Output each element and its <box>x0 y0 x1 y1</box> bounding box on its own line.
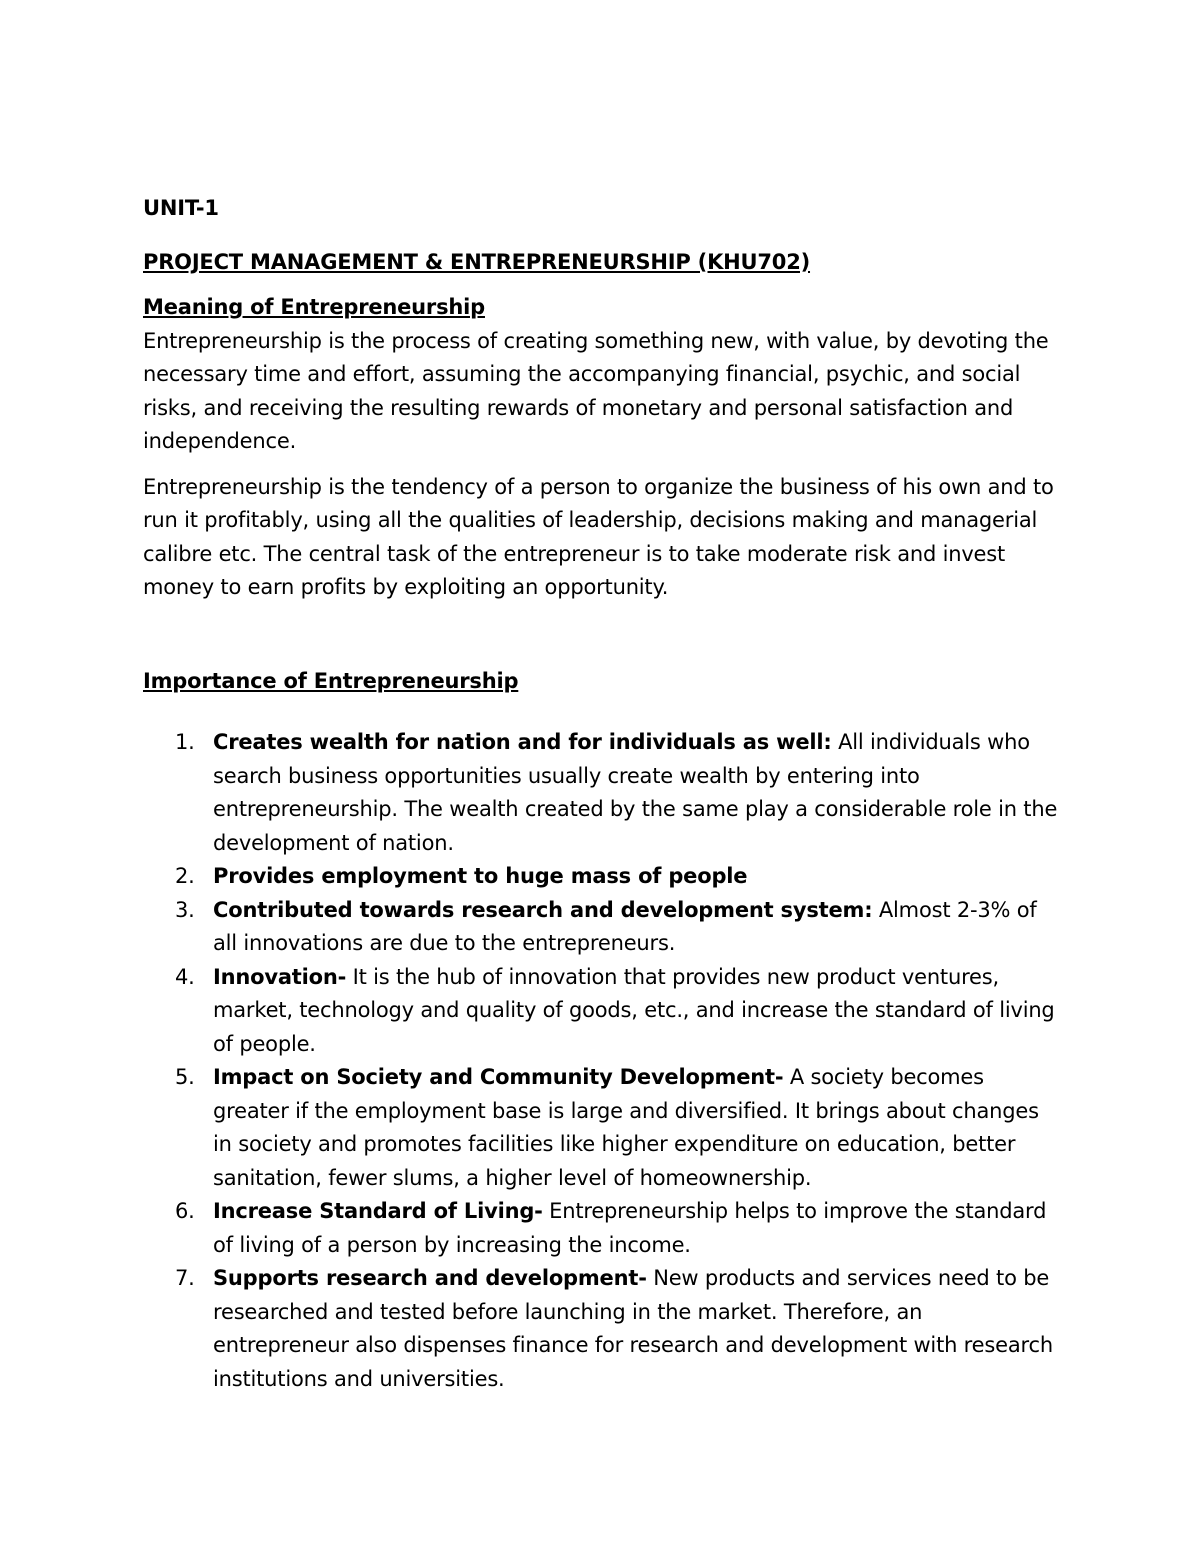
list-item <box>143 1061 1063 1195</box>
importance-heading: Importance of Entrepreneurship <box>143 668 519 693</box>
meaning-paragraph-1: Entrepreneurship is the process of creating something new, with value, by devoting the necessary time and effort, assuming the accompanying financial, psychic, and social risks, and receiving the resulting rewards of monetary and personal satisfaction and independence. <box>143 328 1049 453</box>
list-item-text: A society becomes greater if the employment base is large and diversified. It brings about changes in society and promotes facilities like higher expenditure on education, better sanitation, fewer slums, a higher level of homeownership. <box>213 1065 1039 1190</box>
list-item-number: 6. <box>175 1199 195 1223</box>
list-item <box>143 1262 1063 1396</box>
list-item-title: Supports research and development- <box>213 1266 647 1290</box>
meaning-heading: Meaning of Entrepreneurship <box>143 295 485 319</box>
list-item-number: 7. <box>175 1266 195 1290</box>
list-item-title: Provides employment to huge mass of people <box>213 864 748 888</box>
list-item <box>143 860 1063 894</box>
list-item-number: 1. <box>175 730 195 754</box>
list-item-text: Entrepreneurship helps to improve the standard of living of a person by increasing the income. <box>213 1199 1047 1257</box>
document-page <box>143 192 1063 1396</box>
unit-label: UNIT-1 <box>143 196 219 220</box>
course-title: PROJECT MANAGEMENT & ENTREPRENEURSHIP (KHU702) <box>143 249 811 274</box>
list-item-title: Increase Standard of Living- <box>213 1199 543 1223</box>
list-item-text: Almost 2-3% of all innovations are due to the entrepreneurs. <box>213 897 1037 955</box>
meaning-paragraph-2: Entrepreneurship is the tendency of a person to organize the business of his own and to run it profitably, using all the qualities of leadership, decisions making and managerial calibre etc. The central task of the entrepreneur is to take moderate risk and invest money to earn profits by exploiting an opportunity. <box>143 474 1054 599</box>
list-item-number: 2. <box>175 864 195 888</box>
list-item-number: 3. <box>175 897 195 922</box>
list-item-title: Innovation- <box>213 964 347 989</box>
list-item <box>143 1195 1063 1262</box>
list-item <box>143 726 1063 860</box>
list-item <box>143 894 1063 961</box>
list-item-text: New products and services need to be researched and tested before launching in the market. Therefore, an entrepreneur also dispenses finance for research and development with research institutions and universities. <box>213 1266 1053 1391</box>
list-item-number: 5. <box>175 1065 195 1089</box>
list-item <box>143 961 1063 1062</box>
list-item-number: 4. <box>175 964 195 989</box>
list-item-title: Contributed towards research and development system: <box>213 897 873 922</box>
list-item-title: Impact on Society and Community Development- <box>213 1065 784 1089</box>
section-spacer <box>143 617 1063 665</box>
list-item-title: Creates wealth for nation and for individuals as well: <box>213 730 832 754</box>
importance-list <box>143 726 1063 1396</box>
list-item-text: All individuals who search business opportunities usually create wealth by entering into entrepreneurship. The wealth created by the same play a considerable role in the development of nation. <box>213 730 1058 855</box>
list-item-text: It is the hub of innovation that provides new product ventures, market, technology and quality of goods, etc., and increase the standard of living of people. <box>213 964 1055 1056</box>
